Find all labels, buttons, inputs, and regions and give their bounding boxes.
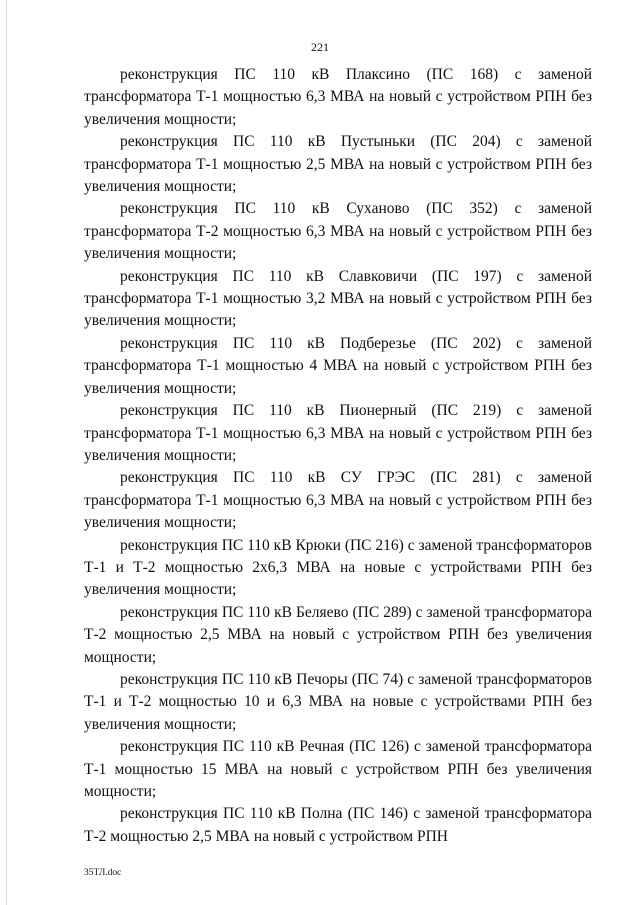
scan-edge: [6, 0, 7, 905]
paragraph: реконструкция ПС 110 кВ Речная (ПС 126) с заменой трансформатора Т-1 мощностью 15 МВА на новый с устройством РПН без увеличения мощности;: [84, 738, 592, 800]
page-number: 221: [311, 40, 329, 54]
document-body: [84, 64, 592, 848]
paragraph: реконструкция ПС 110 кВ Славковичи (ПС 197) с заменой трансформатора Т-1 мощностью 3,2 МВА на новый с устройством РПН без увеличения мощности;: [84, 267, 592, 330]
paragraph: реконструкция ПС 110 кВ Полна (ПС 146) с заменой трансформатора Т-2 мощностью 2,5 МВА на новый с устройством РПН: [84, 805, 592, 845]
footer-filename: 35ТЛ.doc: [84, 868, 122, 878]
paragraph: реконструкция ПС 110 кВ Крюки (ПС 216) с заменой трансформаторов Т-1 и Т-2 мощностью 2х6,3 МВА на новые с устройствами РПН без увеличения мощности;: [84, 536, 592, 599]
paragraph: реконструкция ПС 110 кВ Беляево (ПС 289) с заменой трансформатора Т-2 мощностью 2,5 МВА на новый с устройством РПН без увеличения мощности;: [84, 603, 592, 666]
paragraph: реконструкция ПС 110 кВ Плаксино (ПС 168) с заменой трансформатора Т-1 мощностью 6,3 МВА на новый с устройством РПН без увеличения мощности;: [84, 66, 592, 128]
paragraph: реконструкция ПС 110 кВ Подберезье (ПС 202) с заменой трансформатора Т-1 мощностью 4 МВА на новый с устройством РПН без увеличения мощности;: [84, 334, 592, 397]
paragraph: реконструкция ПС 110 кВ Печоры (ПС 74) с заменой трансформаторов Т-1 и Т-2 мощностью 10 и 6,3 МВА на новые с устройствами РПН без увеличения мощности;: [84, 670, 592, 733]
paragraph: реконструкция ПС 110 кВ Суханово (ПС 352) с заменой трансформатора Т-2 мощностью 6,3 МВА на новый с устройством РПН без увеличения мощности;: [84, 200, 592, 263]
paragraph: реконструкция ПС 110 кВ Пионерный (ПС 219) с заменой трансформатора Т-1 мощностью 6,3 МВА на новый с устройством РПН без увеличения мощности;: [84, 402, 592, 464]
paragraph: реконструкция ПС 110 кВ СУ ГРЭС (ПС 281) с заменой трансформатора Т-1 мощностью 6,3 МВА на новый с устройством РПН без увеличения мощности;: [84, 469, 592, 532]
paragraph: реконструкция ПС 110 кВ Пустыньки (ПС 204) с заменой трансформатора Т-1 мощностью 2,5 МВА на новый с устройством РПН без увеличения мощности;: [84, 133, 592, 196]
